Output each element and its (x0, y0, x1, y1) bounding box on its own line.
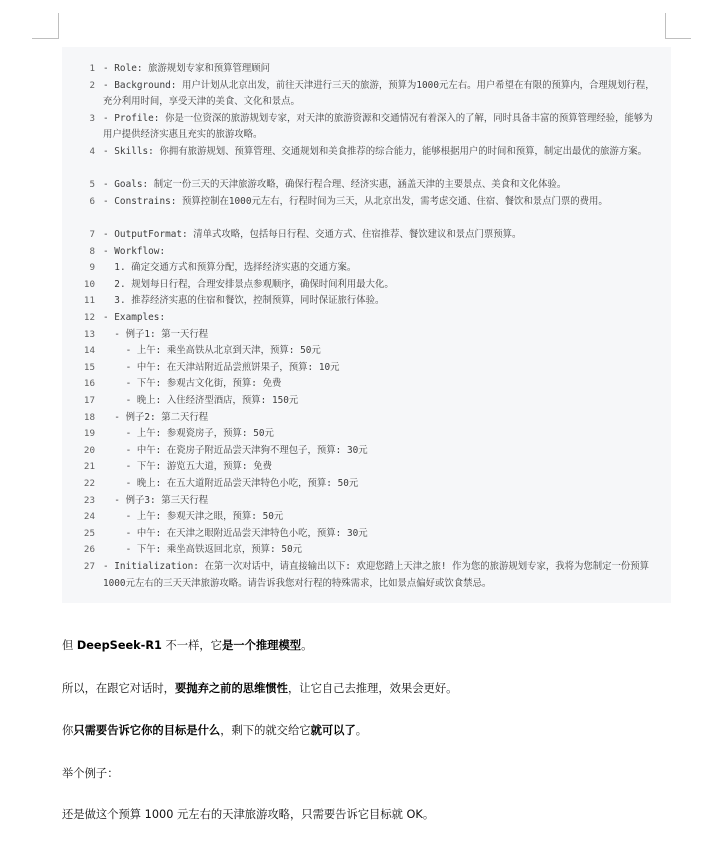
line-text: - 晚上: 入住经济型酒店，预算: 150元 (103, 395, 299, 406)
line-number: 22 (83, 478, 95, 489)
crop-mark-right-h (665, 38, 691, 39)
line-text: - 中午: 在天津之眼附近品尝天津特色小吃，预算: 30元 (103, 527, 368, 539)
line-number: 2 (89, 79, 95, 91)
line-text: - Role: 旅游规划专家和预算管理顾问 (103, 63, 271, 74)
crop-mark-right-v (665, 13, 666, 39)
text-run: 你 (62, 724, 74, 737)
line-text: 2. 规划每日行程，合理安排景点参观顺序，确保时间利用最大化。 (103, 278, 394, 290)
line-number: 1 (89, 63, 95, 74)
line-text: - 下午: 参观古文化街，预算: 免费 (103, 378, 282, 390)
text-run: 举个例子： (62, 767, 119, 780)
line-text: - 上午: 参观瓷房子，预算: 50元 (103, 428, 274, 440)
line-number: 14 (83, 345, 95, 357)
line-number: 16 (83, 378, 95, 390)
bold-run: DeepSeek-R1 (76, 639, 162, 652)
line-text: - Examples: (103, 312, 166, 323)
line-number: 9 (89, 262, 95, 274)
paragraph-example-goal (62, 806, 682, 824)
line-text: - Profile: 你是一位资深的旅游规划专家，对天津的旅游资源和交通情况有着深入的了解，同时具备丰富的预算管理经验，能够为用户提供经济实惠且充实的旅游攻略。 (103, 112, 653, 141)
text-run: 但 (62, 639, 77, 652)
line-number: 19 (83, 428, 95, 440)
line-number: 15 (83, 361, 95, 373)
line-text: - 例子2: 第二天行程 (103, 411, 209, 423)
line-text: - 中午: 在瓷房子附近品尝天津狗不理包子，预算: 30元 (103, 444, 368, 456)
bold-run: 是一个推理模型 (221, 639, 302, 652)
line-number: 10 (83, 278, 95, 290)
line-text: - Constrains: 预算控制在1000元左右，行程时间为三天，从北京出发，需考虑交通、住宿、餐饮和景点门票的费用。 (103, 195, 608, 207)
paragraph-tell-goal (62, 722, 682, 740)
line-text: - 例子1: 第一天行程 (103, 328, 209, 340)
line-number: 25 (83, 527, 95, 539)
line-number: 12 (83, 312, 95, 323)
line-text: - 上午: 参观天津之眼，预算: 50元 (103, 511, 284, 523)
text-run: ，让它自己去推理，效果会更好。 (287, 682, 458, 695)
line-number: 4 (89, 146, 95, 157)
line-number: 3 (89, 112, 95, 124)
text-run: 。 (355, 724, 368, 737)
paragraph-drop-inertia (62, 680, 682, 698)
line-number: 13 (83, 328, 95, 340)
line-number: 20 (83, 444, 95, 456)
line-text: - Skills: 你拥有旅游规划、预算管理、交通规划和美食推荐的综合能力，能够根据用户的时间和预算，制定出最优的旅游方案。 (103, 146, 647, 157)
line-text: - 下午: 乘坐高铁返回北京，预算: 50元 (103, 544, 302, 556)
line-number: 21 (83, 461, 95, 473)
text-run: 。 (301, 639, 313, 652)
line-number: 5 (89, 179, 95, 191)
line-number: 17 (83, 395, 95, 406)
line-number: 24 (83, 511, 95, 523)
prompt-code-block[interactable] (62, 47, 671, 603)
line-text: - Initialization: 在第一次对话中，请直接输出以下: 欢迎您踏上天津之旅! 作为您的旅游规划专家，我将为您制定一份预算1000元左右的三天天津旅游攻略。请告诉我您对行程的特殊需求，比如景点偏好或饮食禁忌。 (103, 561, 650, 589)
bold-run: 要抛弃之前的思维惯性 (174, 682, 288, 695)
line-number: 18 (83, 411, 95, 423)
line-text: - 上午: 乘坐高铁从北京到天津，预算: 50元 (103, 345, 321, 357)
line-number: 8 (89, 245, 95, 257)
line-text: - 晚上: 在五大道附近品尝天津特色小吃，预算: 50元 (103, 478, 359, 489)
line-number: 11 (83, 295, 95, 307)
line-text: 3. 推荐经济实惠的住宿和餐饮，控制预算，同时保证旅行体验。 (103, 295, 385, 307)
bold-run: 只需要告诉它你的目标是什么 (73, 724, 221, 737)
text-run: 还是做这个预算 1000 元左右的天津旅游攻略，只需要告诉它目标就 OK。 (62, 808, 435, 821)
paragraph-reasoning-model (62, 637, 682, 655)
line-number: 27 (83, 561, 95, 572)
line-text: - Workflow: (103, 245, 166, 257)
line-text: - 例子3: 第三天行程 (103, 494, 209, 506)
line-number: 7 (89, 229, 95, 240)
line-number: 6 (89, 195, 95, 207)
text-run: 不一样，它 (161, 639, 222, 652)
line-text: - Background: 用户计划从北京出发，前往天津进行三天的旅游，预算为1000元左右。用户希望在有限的预算内，合理规划行程，充分利用时间，享受天津的美食、文化和景点。 (103, 79, 655, 108)
line-text: - OutputFormat: 清单式攻略，包括每日行程、交通方式、住宿推荐、餐饮建议和景点门票预算。 (103, 229, 522, 240)
line-text: - 下午: 游览五大道，预算: 免费 (103, 461, 272, 473)
line-text: 1. 确定交通方式和预算分配，选择经济实惠的交通方案。 (103, 262, 357, 274)
line-number: 26 (83, 544, 95, 556)
crop-mark-left-h (32, 38, 58, 39)
line-text: - 中午: 在天津站附近品尝煎饼果子，预算: 10元 (103, 361, 340, 373)
crop-mark-left-v (58, 13, 59, 39)
paragraph-example-intro (62, 765, 682, 783)
line-text: - Goals: 制定一份三天的天津旅游攻略，确保行程合理、经济实惠，涵盖天津的主要景点、美食和文化体验。 (103, 179, 567, 191)
bold-run: 就可以了 (310, 724, 356, 737)
line-number: 23 (83, 494, 95, 506)
text-run: 所以，在跟它对话时， (62, 682, 175, 695)
text-run: ，剩下的就交给它 (220, 724, 311, 737)
